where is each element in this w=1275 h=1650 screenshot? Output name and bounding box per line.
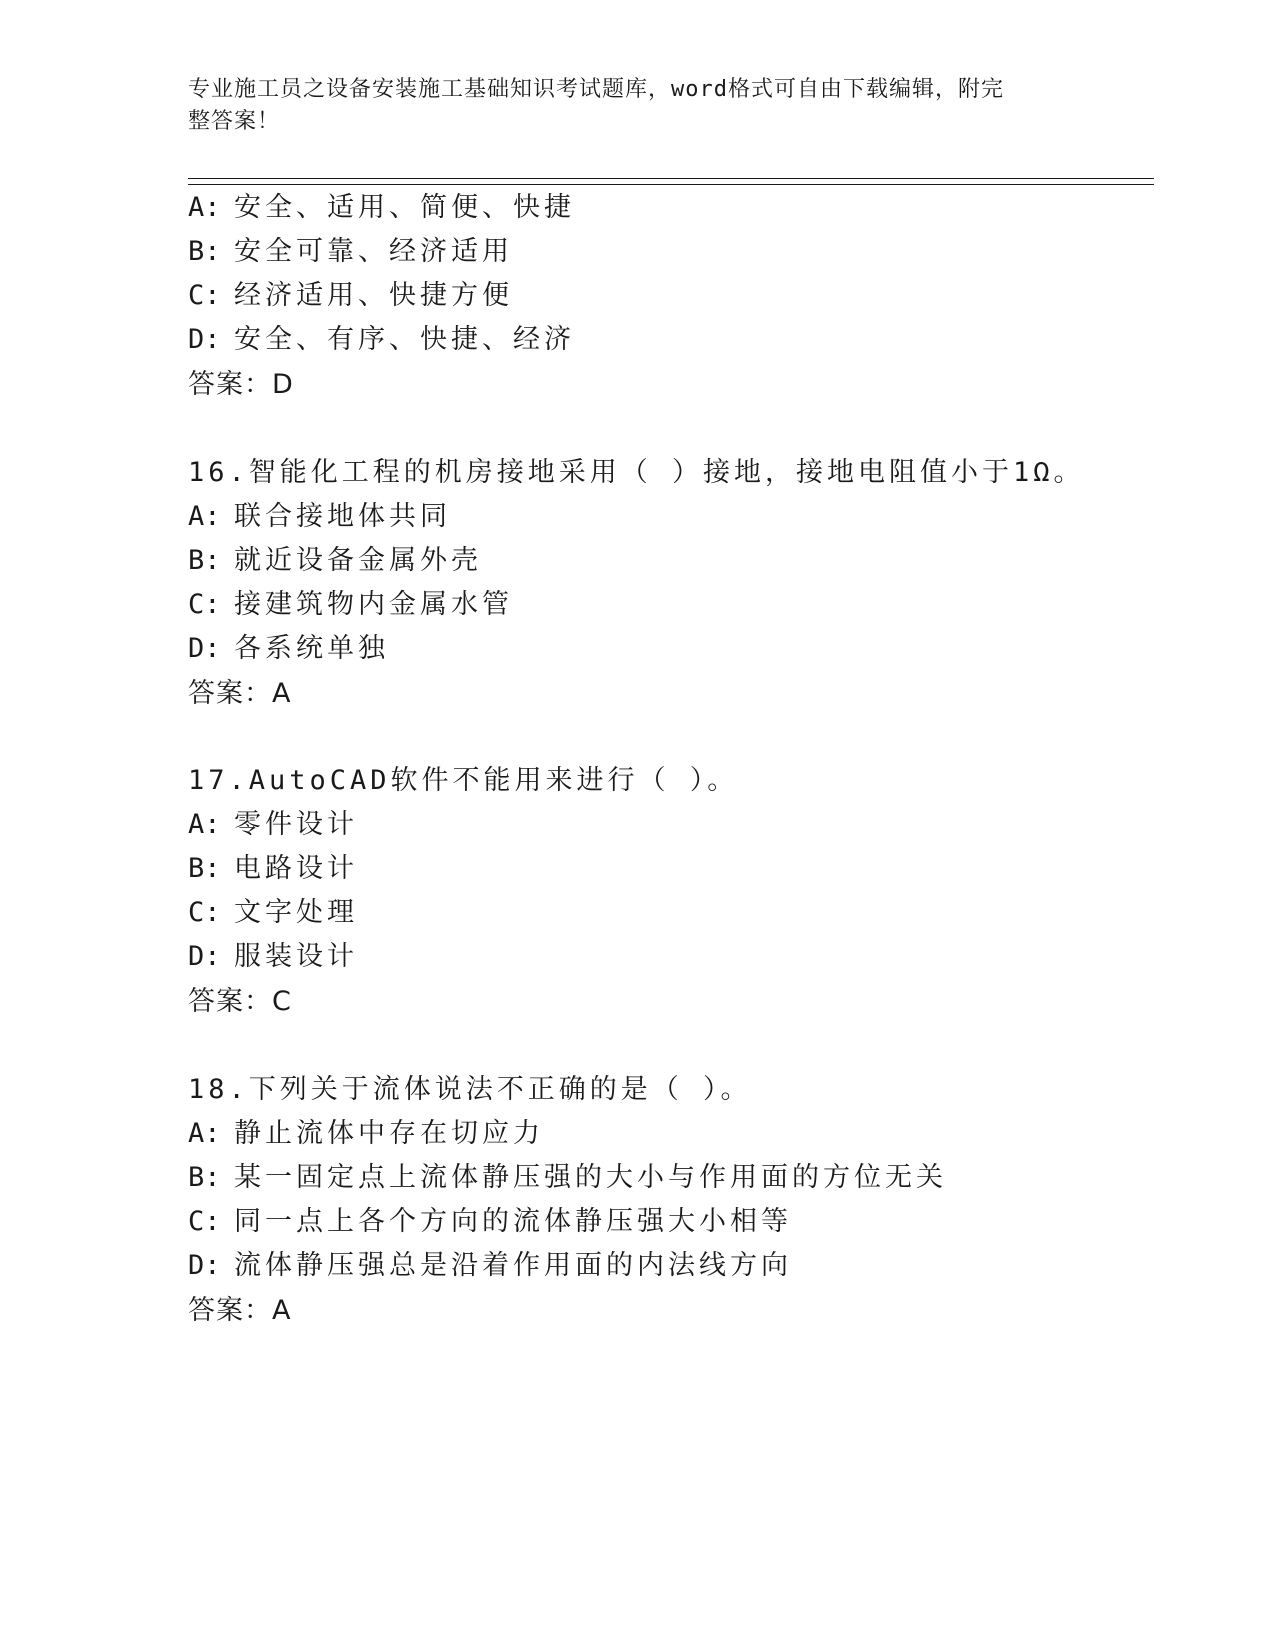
option-text: 就近设备金属外壳 xyxy=(234,545,482,576)
option-text: 流体静压强总是沿着作用面的内法线方向 xyxy=(234,1250,792,1281)
q16-option-d xyxy=(188,632,389,666)
option-key: A: xyxy=(188,1118,221,1149)
option-text: 联合接地体共同 xyxy=(234,501,451,532)
option-key: B: xyxy=(188,236,221,267)
option-key: D: xyxy=(188,1250,221,1281)
option-text: 电路设计 xyxy=(234,853,358,884)
q15-answer xyxy=(188,368,294,402)
option-text: 各系统单独 xyxy=(234,633,389,664)
option-key: D: xyxy=(188,633,221,664)
header-divider-top xyxy=(188,178,1154,179)
answer-value: A xyxy=(272,1295,292,1326)
q17-answer xyxy=(188,985,292,1019)
option-key: D: xyxy=(188,324,221,355)
option-key: A: xyxy=(188,501,221,532)
option-key: C: xyxy=(188,280,221,311)
q18-option-a xyxy=(188,1117,544,1151)
answer-value: C xyxy=(272,986,292,1017)
q18-option-c xyxy=(188,1205,792,1239)
q17-option-b xyxy=(188,852,358,886)
option-key: D: xyxy=(188,941,221,972)
header-title-line-2: 整答案！ xyxy=(188,109,281,134)
q16-option-a xyxy=(188,500,451,534)
page-header xyxy=(188,74,1088,138)
q16-answer xyxy=(188,677,291,711)
q17-option-c xyxy=(188,896,358,930)
option-text: 安全可靠、经济适用 xyxy=(234,236,513,267)
option-text: 经济适用、快捷方便 xyxy=(234,280,513,311)
answer-label: 答案： xyxy=(188,1295,272,1326)
option-key: C: xyxy=(188,897,221,928)
q18-question: 18.下列关于流体说法不正确的是（ ）。 xyxy=(188,1074,752,1105)
answer-label: 答案： xyxy=(188,369,272,400)
option-text: 静止流体中存在切应力 xyxy=(234,1118,544,1149)
option-key: A: xyxy=(188,809,221,840)
q17-option-a xyxy=(188,808,358,842)
option-text: 安全、适用、简便、快捷 xyxy=(234,192,575,223)
q15-option-b xyxy=(188,235,513,269)
option-key: C: xyxy=(188,589,221,620)
option-text: 服装设计 xyxy=(234,941,358,972)
option-text: 零件设计 xyxy=(234,809,358,840)
option-key: C: xyxy=(188,1206,221,1237)
q17-option-d xyxy=(188,940,358,974)
answer-value: D xyxy=(272,369,294,400)
answer-value: A xyxy=(272,678,292,709)
q16-option-c xyxy=(188,588,513,622)
option-text: 同一点上各个方向的流体静压强大小相等 xyxy=(234,1206,792,1237)
option-text: 安全、有序、快捷、经济 xyxy=(234,324,575,355)
q15-option-d xyxy=(188,323,575,357)
q18-answer xyxy=(188,1294,291,1328)
q17-question: 17.AutoCAD软件不能用来进行（ ）。 xyxy=(188,765,739,796)
option-key: B: xyxy=(188,1162,221,1193)
q15-option-a xyxy=(188,191,575,225)
q16-option-b xyxy=(188,544,482,578)
option-key: A: xyxy=(188,192,221,223)
answer-label: 答案： xyxy=(188,986,272,1017)
option-text: 接建筑物内金属水管 xyxy=(234,589,513,620)
q16-question: 16.智能化工程的机房接地采用（ ）接地，接地电阻值小于1Ω。 xyxy=(188,457,1085,488)
option-text: 文字处理 xyxy=(234,897,358,928)
option-text: 某一固定点上流体静压强的大小与作用面的方位无关 xyxy=(234,1162,947,1193)
option-key: B: xyxy=(188,853,221,884)
q18-option-d xyxy=(188,1249,792,1283)
header-title-line-1: 专业施工员之设备安装施工基础知识考试题库，word格式可自由下载编辑，附完 xyxy=(188,77,1004,102)
option-key: B: xyxy=(188,545,221,576)
header-divider-bottom xyxy=(188,184,1154,185)
q15-option-c xyxy=(188,279,513,313)
answer-label: 答案： xyxy=(188,678,272,709)
q18-option-b xyxy=(188,1161,947,1195)
